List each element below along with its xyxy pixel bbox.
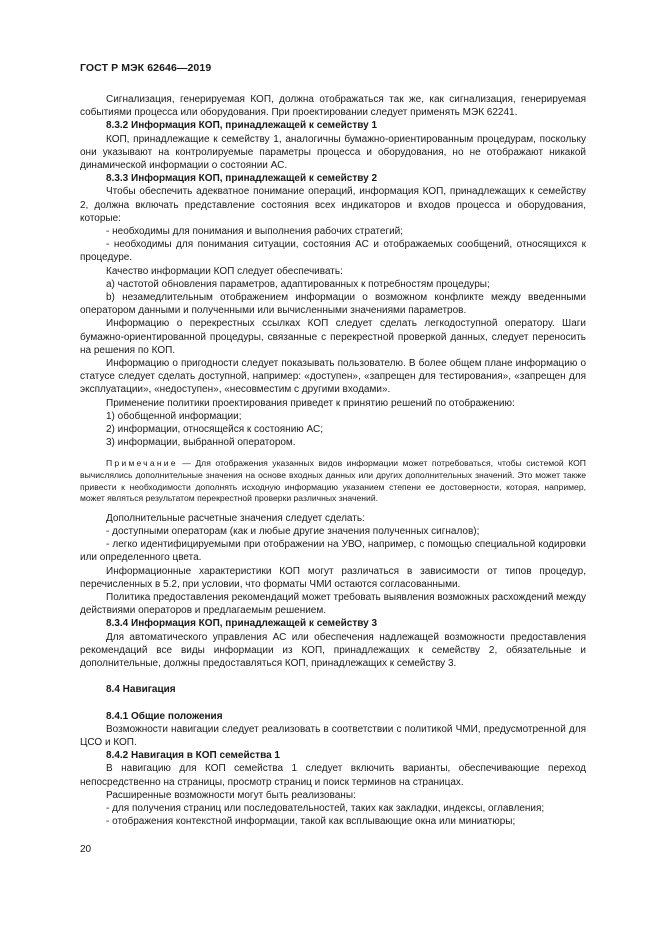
- note-text: — Для отображения указанных видов информации может потребоваться, чтобы системой КОП вычислялись дополнительные значения на основе входных данных или других дополнительных значений. Это может также привести к необходимости дополнять исходную информацию указанием степени ее достоверности, которая, например, может являться результатом перекрестной проверки различных значений.: [80, 458, 586, 504]
- body-paragraph: 3) информации, выбранной оператором.: [106, 437, 296, 449]
- body-paragraph: В навигацию для КОП семейства 1 следует включить варианты, обеспечивающие переход непосредственно на страницы, просмотр страниц и поиск терминов на страницах.: [80, 763, 586, 788]
- body-paragraph: Информацию о перекрестных ссылках КОП следует сделать легкодоступной оператору. Шаги бумажно-ориентированной процедуры, связанные с перекрестной проверкой данных, следует переносить на решения по КОП.: [80, 318, 586, 356]
- body-paragraph: - необходимы для понимания ситуации, состояния АС и отображаемых сообщений, относящихся к процедуре.: [80, 239, 586, 264]
- note-label: Примечание: [106, 458, 178, 469]
- body-paragraph: Политика предоставления рекомендаций может требовать выявления возможных расхождений между действиями операторов и предлагаемым решением.: [80, 592, 586, 617]
- body-paragraph: Информацию о пригодности следует показывать пользователю. В более общем плане информацию о статусе следует сделать доступной, например: «доступен», «запрещен для тестирования», «запрещен для эксплуатации», «недоступен», «несовместим с другими входами».: [80, 358, 586, 396]
- note-paragraph: [80, 458, 586, 504]
- text-block-1: [80, 93, 586, 449]
- body-paragraph: a) частотой обновления параметров, адаптированных к потребностям процедуры;: [106, 278, 490, 290]
- page-number: 20: [80, 844, 92, 855]
- body-paragraph: Информационные характеристики КОП могут различаться в зависимости от типов процедур, перечисленных в 5.2, при условии, что форматы ЧМИ остаются согласованными.: [80, 565, 586, 590]
- body-paragraph: - доступными операторам (как и любые другие значения полученных сигналов);: [106, 526, 480, 538]
- body-paragraph: - для получения страниц или последовательностей, таких как закладки, индексы, оглавления;: [106, 802, 545, 814]
- section-heading: 8.3.4 Информация КОП, принадлежащей к семейству 3: [106, 618, 378, 630]
- body-paragraph: Для автоматического управления АС или обеспечения надлежащей возможности предоставления рекомендаций все виды информации из КОП, принадлежащих к семейству 2, обязательные и дополнительные, должны предоставляться КОП, принадлежащих к семейству 3.: [80, 631, 586, 670]
- body-paragraph: Сигнализация, генерируемая КОП, должна отображаться так же, как сигнализация, генерируемая событиями процесса или оборудования. При проектировании следует применять МЭК 62241.: [80, 94, 586, 119]
- body-paragraph: Чтобы обеспечить адекватное понимание операций, информация КОП, принадлежащих к семейству 2, должна включать представление состояния всех индикаторов и входов процесса и оборудования, которые:: [80, 186, 586, 224]
- body-paragraph: КОП, принадлежащие к семейству 1, аналогичны бумажно-ориентированным процедурам, поскольку они указывают на контролируемые параметры процесса и оборудования, но не отображают никакой динамической информации о состоянии АС.: [80, 133, 586, 172]
- section-heading: 8.4 Навигация: [106, 684, 176, 696]
- body-paragraph: - отображения контекстной информации, такой как всплывающие окна или миниатюры;: [106, 816, 516, 828]
- section-heading: 8.3.3 Информация КОП, принадлежащей к семейству 2: [106, 173, 378, 185]
- body-paragraph: Дополнительные расчетные значения следует сделать:: [106, 512, 365, 524]
- body-paragraph: Возможности навигации следует реализовать в соответствии с политикой ЧМИ, предусмотренной для ЦСО и КОП.: [80, 723, 586, 748]
- body-paragraph: Качество информации КОП следует обеспечивать:: [106, 265, 343, 277]
- body-paragraph: Применение политики проектирования приведет к принятию решений по отображению:: [106, 397, 515, 409]
- body-paragraph: 1) обобщенной информации;: [106, 410, 242, 422]
- section-heading: 8.4.1 Общие положения: [106, 710, 223, 722]
- document-header: ГОСТ Р МЭК 62646—2019: [80, 62, 212, 74]
- body-paragraph: b) незамедлительным отображением информации о возможном конфликте между введенными оператором данными и полученными или вычисленными значениями параметров.: [80, 292, 586, 317]
- section-heading: 8.4.2 Навигация в КОП семейства 1: [106, 750, 280, 762]
- page-content: [80, 93, 586, 828]
- section-heading: 8.3.2 Информация КОП, принадлежащей к семейству 1: [106, 120, 378, 132]
- body-paragraph: - легко идентифицируемыми при отображении на УВО, например, с помощью специальной кодировки или определенного цвета.: [80, 539, 586, 564]
- body-paragraph: 2) информации, относящейся к состоянию АС;: [106, 424, 324, 436]
- body-paragraph: Расширенные возможности могут быть реализованы:: [106, 789, 356, 801]
- text-block-2: [80, 512, 586, 828]
- body-paragraph: - необходимы для понимания и выполнения рабочих стратегий;: [106, 226, 404, 238]
